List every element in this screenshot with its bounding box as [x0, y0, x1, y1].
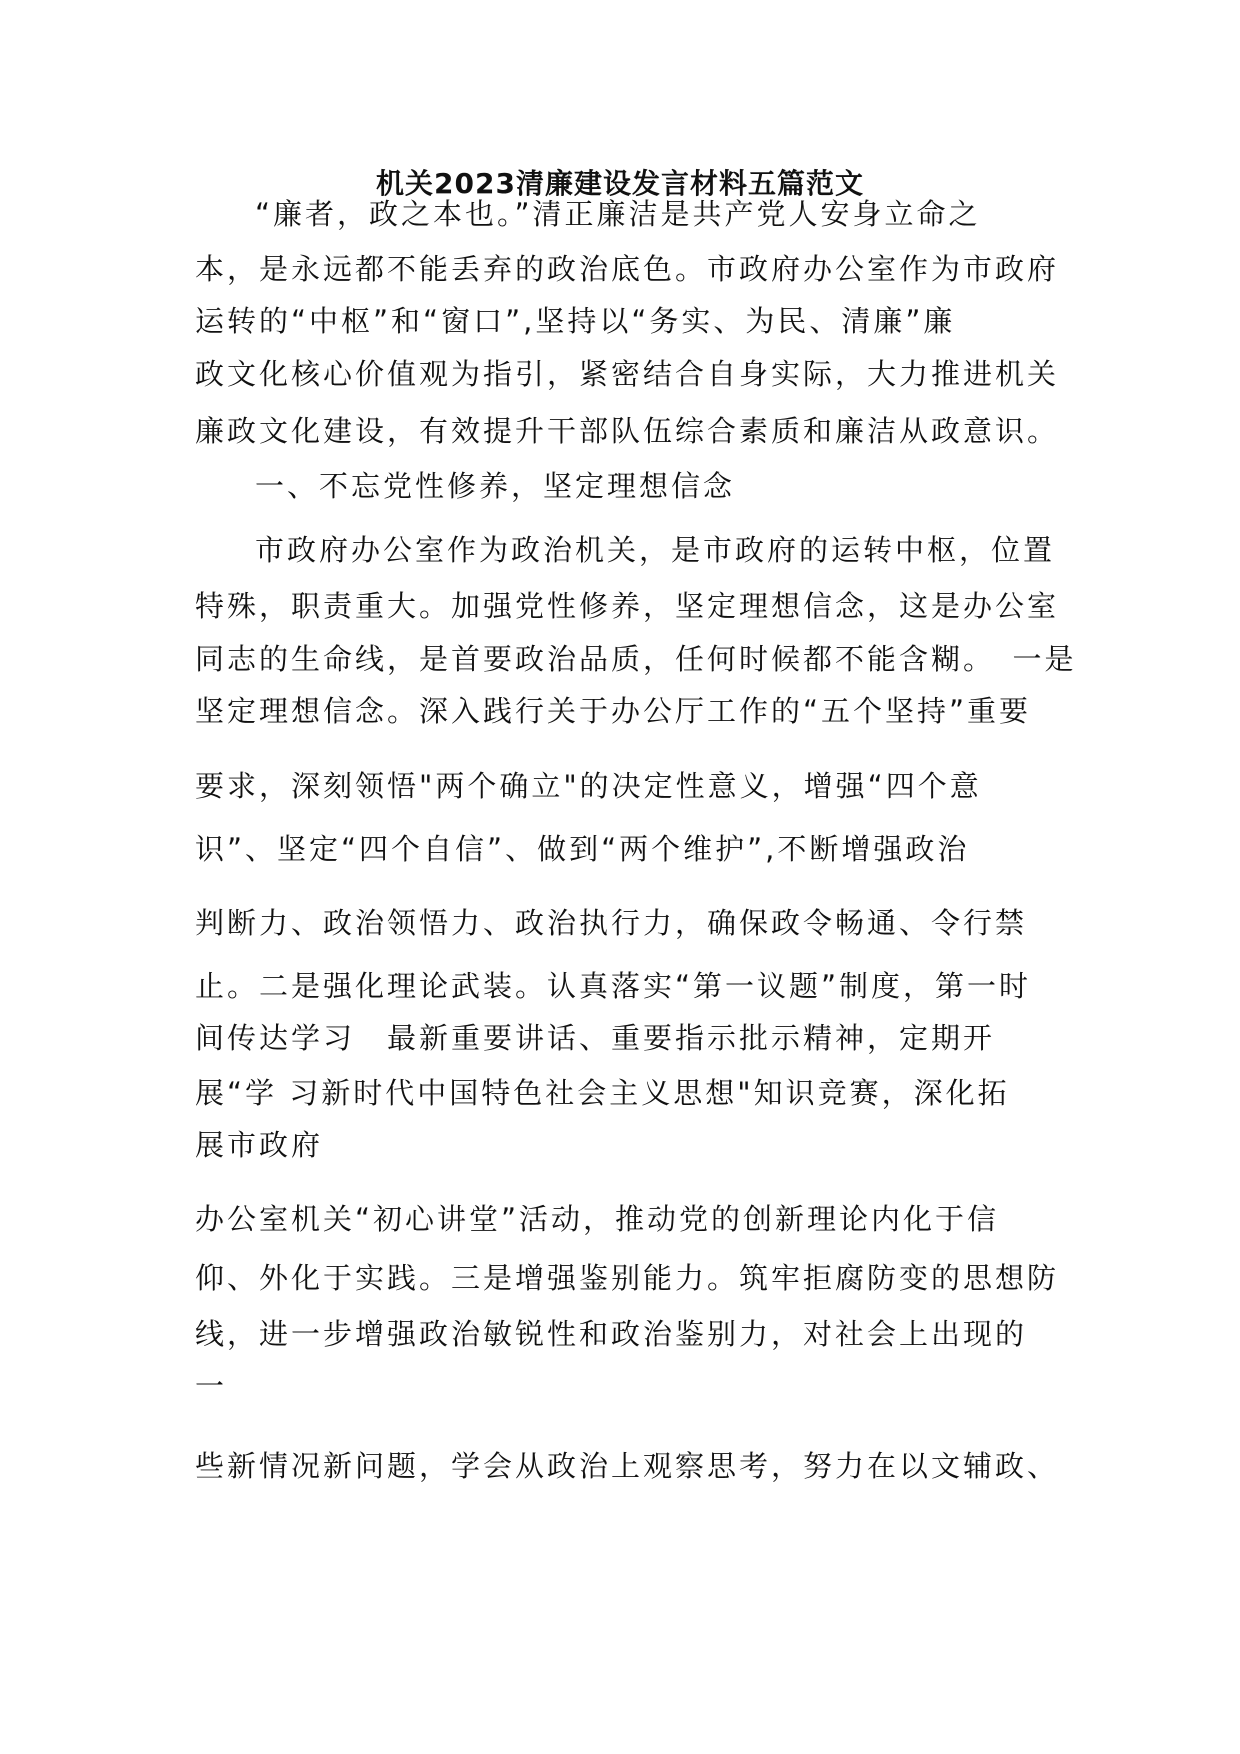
paragraph-line: 要求，深刻领悟"两个确立"的决定性意义，增强“四个意	[195, 769, 982, 803]
paragraph-line: 运转的“中枢”和“窗口”,坚持以“务实、为民、清廉”廉	[195, 304, 956, 338]
paragraph-line: 仰、外化于实践。三是增强鉴别能力。筑牢拒腐防变的思想防	[195, 1261, 1060, 1295]
paragraph-line: 一	[195, 1369, 228, 1403]
section-heading: 一、不忘党性修养，坚定理想信念	[255, 469, 736, 503]
paragraph-line: 特殊，职责重大。加强党性修养，坚定理想信念，这是办公室	[195, 589, 1060, 623]
paragraph-line: 些新情况新问题，学会从政治上观察思考，努力在以文辅政、	[195, 1449, 1060, 1483]
document-title: 机关2023清廉建设发言材料五篇范文	[376, 167, 864, 200]
paragraph-line: 本，是永远都不能丢弃的政治底色。市政府办公室作为市政府	[195, 252, 1060, 286]
paragraph-line: 间传达学习 最新重要讲话、重要指示批示精神，定期开	[195, 1021, 996, 1055]
paragraph-line: “廉者，政之本也。”清正廉洁是共产党人安身立命之	[255, 197, 981, 231]
paragraph-line: 坚定理想信念。深入践行关于办公厅工作的“五个坚持”重要	[195, 694, 1032, 728]
paragraph-line: 展市政府	[195, 1128, 324, 1162]
paragraph-line: 识”、坚定“四个自信”、做到“两个维护”,不断增强政治	[195, 832, 970, 866]
paragraph-line: 政文化核心价值观为指引，紧密结合自身实际，大力推进机关	[195, 357, 1060, 391]
paragraph-line: 线，进一步增强政治敏锐性和政治鉴别力，对社会上出现的	[195, 1317, 1028, 1351]
paragraph-line: 同志的生命线，是首要政治品质，任何时候都不能含糊。 一是	[195, 642, 1077, 676]
paragraph-line: 展“学 习新时代中国特色社会主义思想"知识竞赛，深化拓	[195, 1076, 1010, 1110]
paragraph-line: 判断力、政治领悟力、政治执行力，确保政令畅通、令行禁	[195, 906, 1028, 940]
paragraph-line: 市政府办公室作为政治机关，是市政府的运转中枢，位置	[255, 533, 1056, 567]
paragraph-line: 廉政文化建设，有效提升干部队伍综合素质和廉洁从政意识。	[195, 414, 1060, 448]
paragraph-line: 止。二是强化理论武装。认真落实“第一议题”制度，第一时	[195, 969, 1032, 1003]
paragraph-line: 办公室机关“初心讲堂”活动，推动党的创新理论内化于信	[195, 1202, 1000, 1236]
